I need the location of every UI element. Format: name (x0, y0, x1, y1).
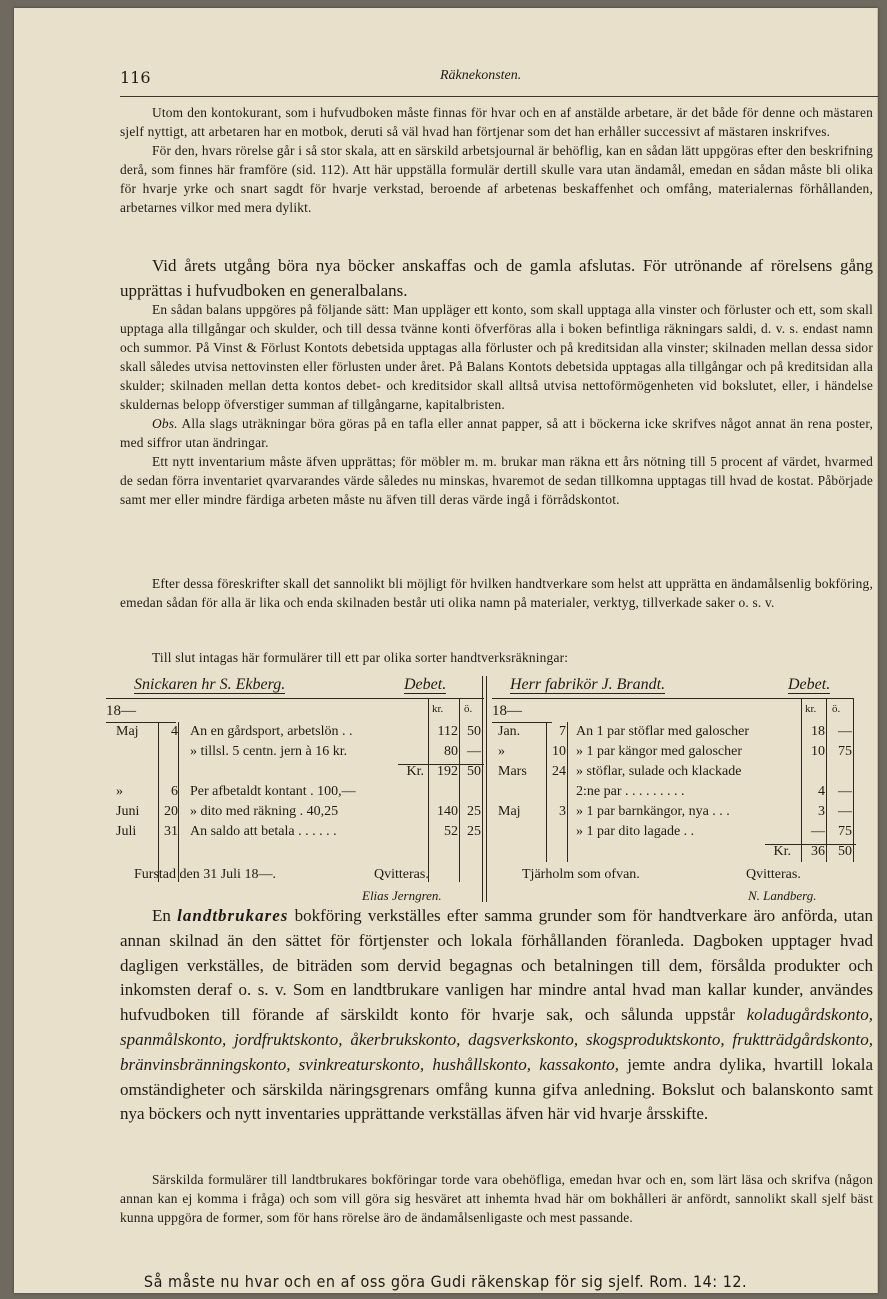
ledger-right-top-rule (492, 698, 854, 699)
left-col-ore: ö. (464, 703, 473, 715)
intro-block (120, 103, 873, 217)
right-text-divider (567, 722, 568, 862)
left-sum-rule (398, 764, 484, 765)
right-cell-day: 10 (552, 744, 566, 759)
left-kr-divider (428, 698, 429, 882)
right-cell-text: » 1 par dito lagade . . (576, 824, 695, 839)
landtbruk-text: bokföring verkställes efter samma grunder som för handtverkare äro anförda, utan annan skilnad än den sättet för förtjenster och lokala förhållanden föranleda. Dagboken upptager hvad dagligen verkställes, de biträden som dervid begagnas och betalningen till dem, försålda produkter och inkomsten deraf o. s. v. Som en landtbrukare vanligen har mindre antal hvad man kallar kunder, användes hufvudboken till förande af särskildt konto för hvarje sak, och sålunda uppstår (120, 906, 874, 1025)
right-cell-kr: 18 (811, 724, 825, 739)
konto-list: koladugårdskonto, spanmålskonto, jordfruktskonto, åkerbrukskonto, dagsverkskonto, skogsproduktskonto, fruktträdgårdskonto, bränvinsbränningskonto, svinkreaturskonto, hushållskonto, kassakonto, (120, 1005, 874, 1074)
ledger-separator-b (486, 676, 487, 902)
left-cell-ore: 25 (467, 804, 481, 819)
paragraph-landtbrukare (120, 904, 873, 1127)
right-cell-day: 3 (559, 804, 566, 819)
ledger-left (106, 676, 484, 914)
left-cell-text: Per afbetaldt kontant . 100,— (190, 784, 356, 799)
left-ore-divider (459, 698, 460, 882)
right-cell-text: » stöflar, sulade och klackade (576, 764, 742, 779)
right-cell-text: An 1 par stöflar med galoscher (576, 724, 749, 739)
right-cell-kr: — (811, 824, 825, 839)
left-day-divider (158, 722, 159, 882)
right-cell-ore: 50 (838, 844, 852, 859)
right-cell-kr: 10 (811, 744, 825, 759)
left-cell-kr: 140 (437, 804, 458, 819)
right-cell-kr: 3 (818, 804, 825, 819)
right-cell-kr: 4 (818, 784, 825, 799)
right-cell-day: 7 (559, 724, 566, 739)
left-cell-text: » dito med räkning . 40,25 (190, 804, 339, 819)
left-account-name: Snickaren hr S. Ekberg. (134, 676, 286, 693)
landtbrukares-emph: landtbrukares (177, 906, 289, 925)
summary-block (120, 574, 873, 612)
left-cell-day: 6 (171, 784, 178, 799)
footer-quote: Så måste nu hvar och en af oss göra Gudi räkenskap för sig sjelf. Rom. 14: 12. (143, 1272, 748, 1291)
paragraph-balans: En sådan balans uppgöres på följande sätt: Man uppläger ett konto, som skall upptaga alla vinster och förluster och ett, som skall upptaga alla tillgångar och skulder, och till dessa tvänne konti öfverföras alla i boken befintliga räkningars saldi, d. v. s. endast namn och summor. På Vinst & Förlust Kontots debetsida upptagas alla förluster och på kreditsidan alla vinster; skilnaden mellan dessa sidor skall således utvisa nettovinsten eller förlusten under året. På Balans Kontots debetsida upptagas alla tillgångar och på kreditsidan alla skulder; skilnaden mellan detta kontos debet- och kreditsidor skall alltså utvisa nettoförmögenheten vid bokslutet, eller, i händelse skuldernas belopp öfverstiger summan af tillgångarne, kapitalbristen. (120, 302, 873, 412)
right-receipt: Qvitteras. (746, 867, 801, 882)
forms-intro (120, 648, 873, 667)
left-cell-text: An saldo att betala . . . . . . (190, 824, 337, 839)
left-cell-month: » (116, 784, 123, 799)
right-cell-ore: 75 (838, 824, 852, 839)
balance-heading-paragraph (120, 254, 873, 303)
left-col-kr: kr. (432, 703, 444, 715)
right-cell-month: Mars (498, 764, 527, 779)
book-page (14, 8, 878, 1293)
right-footer-place: Tjärholm som ofvan. (522, 867, 640, 882)
ledger-right-year-rule (492, 722, 552, 723)
left-signature: Elias Jerngren. (362, 888, 442, 903)
right-right-edge (853, 698, 854, 862)
ledger-left-year-rule (106, 722, 176, 723)
header-rule (120, 96, 878, 97)
left-cell-day: 31 (164, 824, 178, 839)
left-year: 18— (106, 703, 136, 719)
paragraph-motbok: Utom den kontokurant, som i hufvudboken måste finnas för hvar och en af anstälde arbetare, är det både för denne och mästaren sjelf nyttigt, att arbetaren har en motbok, deruti så väl hvad han förtjenar som det han erhåller successivt af mästaren inskrifves. (120, 105, 873, 139)
paragraph-efter: Efter dessa föreskrifter skall det sannolikt bli möjligt för hvilken handtverkare som helst att upprätta en ändamålsenlig bokföring, emedan sådan för alla är lika och enda skilnaden består uti olika namn på materialer, verktyg, tillverkade saker o. s. v. (120, 576, 873, 610)
left-cell-kr: 52 (444, 824, 458, 839)
right-day-divider (546, 722, 547, 862)
landtbruk-block (120, 904, 873, 1127)
left-cell-ore: 25 (467, 824, 481, 839)
paragraph-arbetsjournal: För den, hvars rörelse går i så stor skala, att en särskild arbetsjournal är behöflig, kan en sådan lätt uppgöras efter den beskrifning derå, som finnes här framföre (sid. 112). Att här uppställa formulär dertill skulle vara utan ändamål, emedan en sådan måste bli olika för hvarje yrke och snart sagdt för hvarje verkstad, beroende af arbetenas beskaffenhet och omfång, materialernas förhållanden, arbetarnes vilkor med mera dylikt. (120, 143, 873, 215)
right-cell-text: » 1 par kängor med galoscher (576, 744, 742, 759)
left-receipt: Qvitteras. (374, 867, 429, 882)
left-footer-place: Furstad den 31 Juli 18—. (134, 867, 276, 882)
left-cell-text: » tillsl. 5 centn. jern à 16 kr. (190, 744, 348, 759)
right-col-ore: ö. (832, 703, 841, 715)
left-cell-month: Juli (116, 824, 137, 839)
left-cell-ore: — (467, 744, 481, 759)
paragraph-inventarium: Ett nytt inventarium måste äfven upprättas; för möbler m. m. brukar man räkna ett års nötning till 5 procent af värdet, hvarmed de sedan förra inventariet qvarvarandes värde således nu minskas, hvaremot de sedan tillkomna upptagas till hvad de kostat. Påbörjade samt mer eller mindre färdiga arbeten måste nu äfven till deras värde ingå i förrådskontot. (120, 454, 873, 507)
landtbruk-text-end: jemte andra dylika, hvartill lokala omständigheter och särskilda näringsgrenars omfång kunna gifva anledning. Bokslut och balanskonto samt nya böckers och nytt inventaries upprättande verkställas äfven här vid hvarje årsskifte. (120, 1054, 874, 1124)
ledger-right (492, 676, 856, 914)
right-cell-ore: — (838, 784, 852, 799)
obs-text: Alla slags uträkningar böra göras på en tafla eller annat papper, så att i böckerna icke skrifves något annat än rena poster, med siffror utan ändringar. (120, 416, 873, 450)
right-cell-ore: — (838, 724, 852, 739)
ledger-separator-a (482, 676, 483, 902)
page-number: 116 (120, 68, 151, 87)
left-cell-kr: 80 (444, 744, 458, 759)
right-year: 18— (492, 703, 522, 719)
final-block (120, 1170, 873, 1227)
left-cell-day: 20 (164, 804, 178, 819)
right-col-kr: kr. (805, 703, 817, 715)
right-account-name: Herr fabrikör J. Brandt. (510, 676, 666, 693)
left-cell-day: 4 (171, 724, 178, 739)
left-cell-text: An en gårdsport, arbetslön . . (190, 724, 353, 739)
right-account-side: Debet. (788, 676, 831, 693)
obs-label: Obs. (152, 416, 178, 431)
left-cell-kr: 112 (437, 724, 458, 739)
left-cell-month: Juni (116, 804, 140, 819)
landtbruk-lead: En (152, 906, 171, 925)
left-account-side: Debet. (404, 676, 447, 693)
right-cell-month: Maj (498, 804, 521, 819)
paragraph-year-end: Vid årets utgång böra nya böcker anskaffas och de gamla afslutas. För utrönande af rörelsens gång upprättas i hufvudboken en generalbalans. (120, 256, 873, 300)
page-header (120, 68, 878, 90)
right-kr-divider (801, 698, 802, 862)
right-cell-kr: 36 (811, 844, 825, 859)
right-cell-month: Jan. (498, 724, 521, 739)
left-cell-text: Kr. (406, 764, 424, 779)
right-sum-rule (765, 844, 856, 845)
left-cell-month: Maj (116, 724, 139, 739)
right-cell-text: 2:ne par . . . . . . . . . (576, 784, 685, 799)
left-cell-ore: 50 (467, 764, 481, 779)
paragraph-obs (120, 414, 873, 452)
right-cell-text: » 1 par barnkängor, nya . . . (576, 804, 730, 819)
right-ore-divider (826, 698, 827, 862)
right-cell-ore: 75 (838, 744, 852, 759)
right-cell-text: Kr. (773, 844, 791, 859)
right-signature: N. Landberg. (748, 888, 817, 903)
paragraph-formularer: Till slut intagas här formulärer till ett par olika sorter handtverksräkningar: (152, 650, 569, 665)
left-cell-kr: 192 (437, 764, 458, 779)
running-title: Räknekonsten. (440, 68, 522, 83)
paragraph-sarskilda: Särskilda formulärer till landtbrukares bokföringar torde vara obehöfliga, emedan hvar och en, som lärt läsa och skrifva (någon annan kan ej komma i fråga) och som vill göra sig hesväret att inhemta hvad här om bokhålleri är anfördt, sannolikt skall sjelf bäst kunna uppgöra de former, som för hans rörelse äro de ändamålsenligaste och mest passande. (120, 1172, 873, 1225)
balance-block (120, 300, 873, 509)
right-cell-month: » (498, 744, 505, 759)
left-text-divider (178, 722, 179, 882)
left-cell-ore: 50 (467, 724, 481, 739)
right-cell-ore: — (838, 804, 852, 819)
right-cell-day: 24 (552, 764, 566, 779)
